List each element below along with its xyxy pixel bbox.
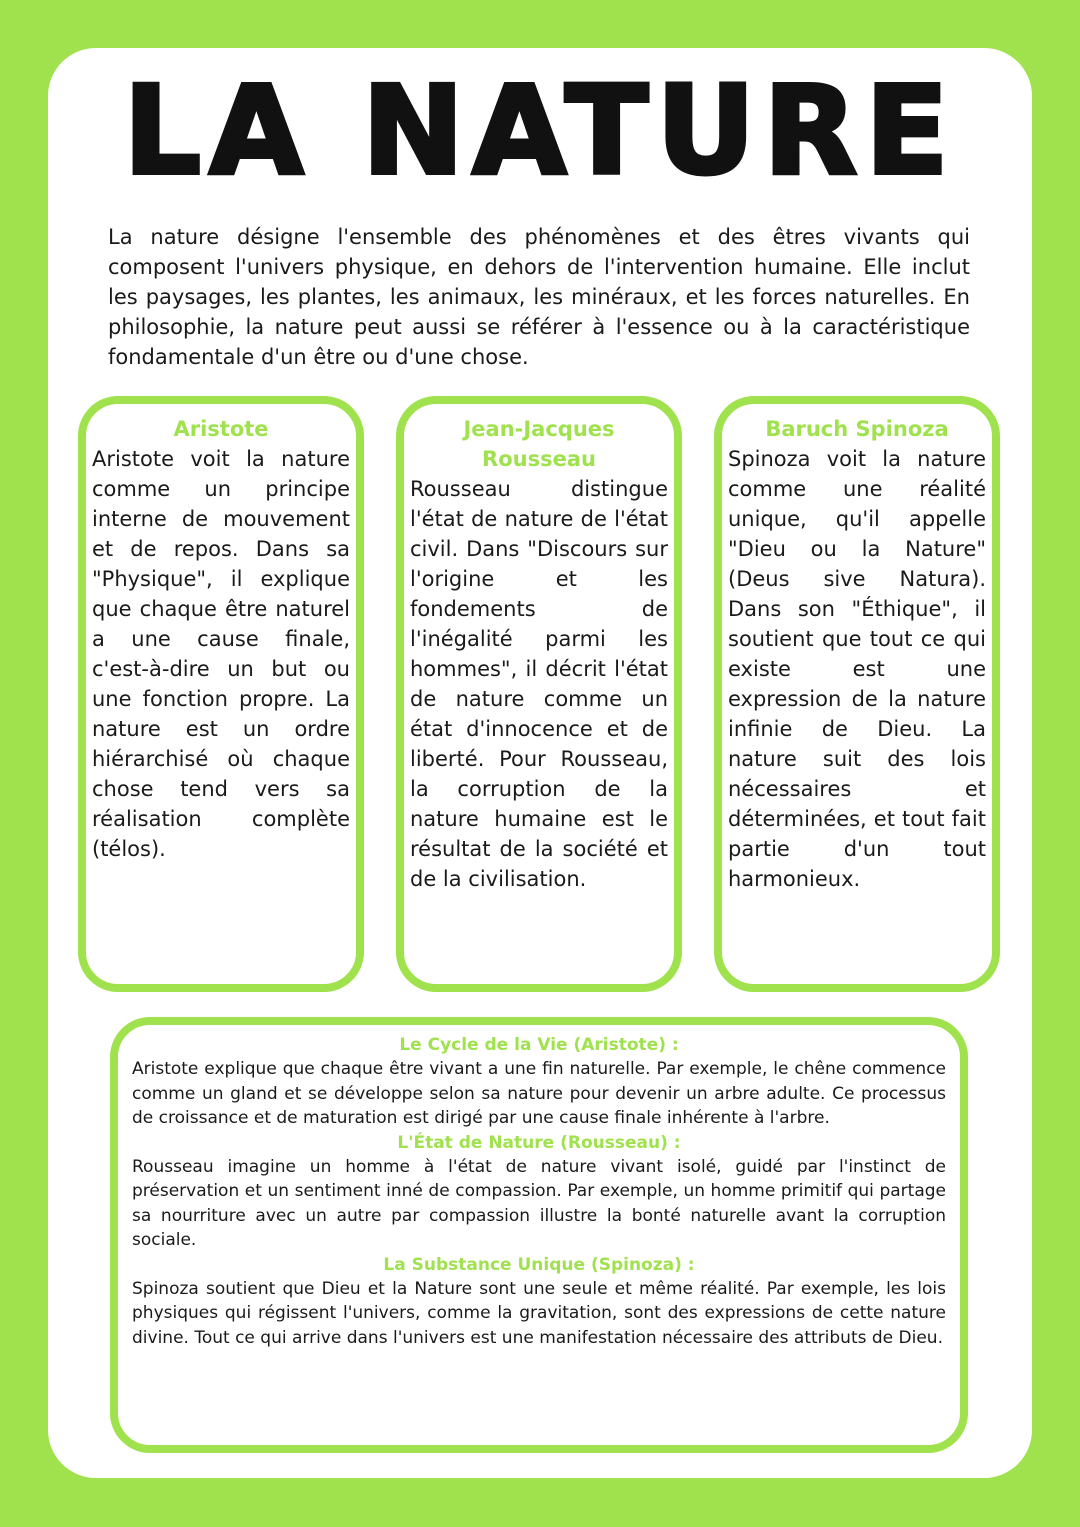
card-spinoza <box>714 396 1000 992</box>
card-text: Aristote voit la nature comme un principe interne de mouvement et de repos. Dans sa "Physique", il explique que chaque être naturel a une cause finale, c'est-à-dire un but ou une fonction propre. La nature est un ordre hiérarchisé où chaque chose tend vers sa réalisation complète (télos). <box>92 447 350 861</box>
example-heading-rousseau: L'État de Nature (Rousseau) : <box>397 1132 681 1153</box>
page-title: LA NATURE <box>123 60 957 202</box>
card-title: Baruch Spinoza <box>765 417 949 441</box>
card-rousseau <box>396 396 682 992</box>
card-aristote <box>78 396 364 992</box>
card-text: Spinoza voit la nature comme une réalité unique, qu'il appelle "Dieu ou la Nature" (Deus sive Natura). Dans son "Éthique", il soutient que tout ce qui existe est une expression de la nature infinie de Dieu. La nature suit des lois nécessaires et déterminées, et tout fait partie d'un tout harmonieux. <box>728 447 986 891</box>
example-text-rousseau: Rousseau imagine un homme à l'état de nature vivant isolé, guidé par l'instinct de préservation et un sentiment inné de compassion. Par exemple, un homme primitif qui partage sa nourriture avec un autre par compassion illustre la bonté naturelle avant la corruption sociale. <box>132 1156 946 1250</box>
example-text-spinoza: Spinoza soutient que Dieu et la Nature sont une seule et même réalité. Par exemple, les lois physiques qui régissent l'univers, comme la gravitation, sont des expressions de cette nature divine. Tout ce qui arrive dans l'univers est une manifestation nécessaire des attributs de Dieu. <box>132 1278 946 1348</box>
examples-box <box>110 1017 968 1453</box>
card-text: Rousseau distingue l'état de nature de l'état civil. Dans "Discours sur l'origine et les fondements de l'inégalité parmi les hommes", il décrit l'état de nature comme un état d'innocence et de liberté. Pour Rousseau, la corruption de la nature humaine est le résultat de la société et de la civilisation. <box>410 477 668 891</box>
intro-paragraph: La nature désigne l'ensemble des phénomènes et des êtres vivants qui composent l'univers physique, en dehors de l'intervention humaine. Elle inclut les paysages, les plantes, les animaux, les minéraux, et les forces naturelles. En philosophie, la nature peut aussi se référer à l'essence ou à la caractéristique fondamentale d'un être ou d'une chose. <box>108 225 970 369</box>
example-text-aristote: Aristote explique que chaque être vivant a une fin naturelle. Par exemple, le chêne commence comme un gland et se développe selon sa nature pour devenir un arbre adulte. Ce processus de croissance et de maturation est dirigé par une cause finale inhérente à l'arbre. <box>132 1059 946 1128</box>
example-heading-aristote: Le Cycle de la Vie (Aristote) : <box>399 1035 679 1055</box>
example-heading-spinoza: La Substance Unique (Spinoza) : <box>383 1254 695 1275</box>
card-title: Aristote <box>173 417 269 441</box>
card-title: Jean-Jacques Rousseau <box>463 417 615 471</box>
